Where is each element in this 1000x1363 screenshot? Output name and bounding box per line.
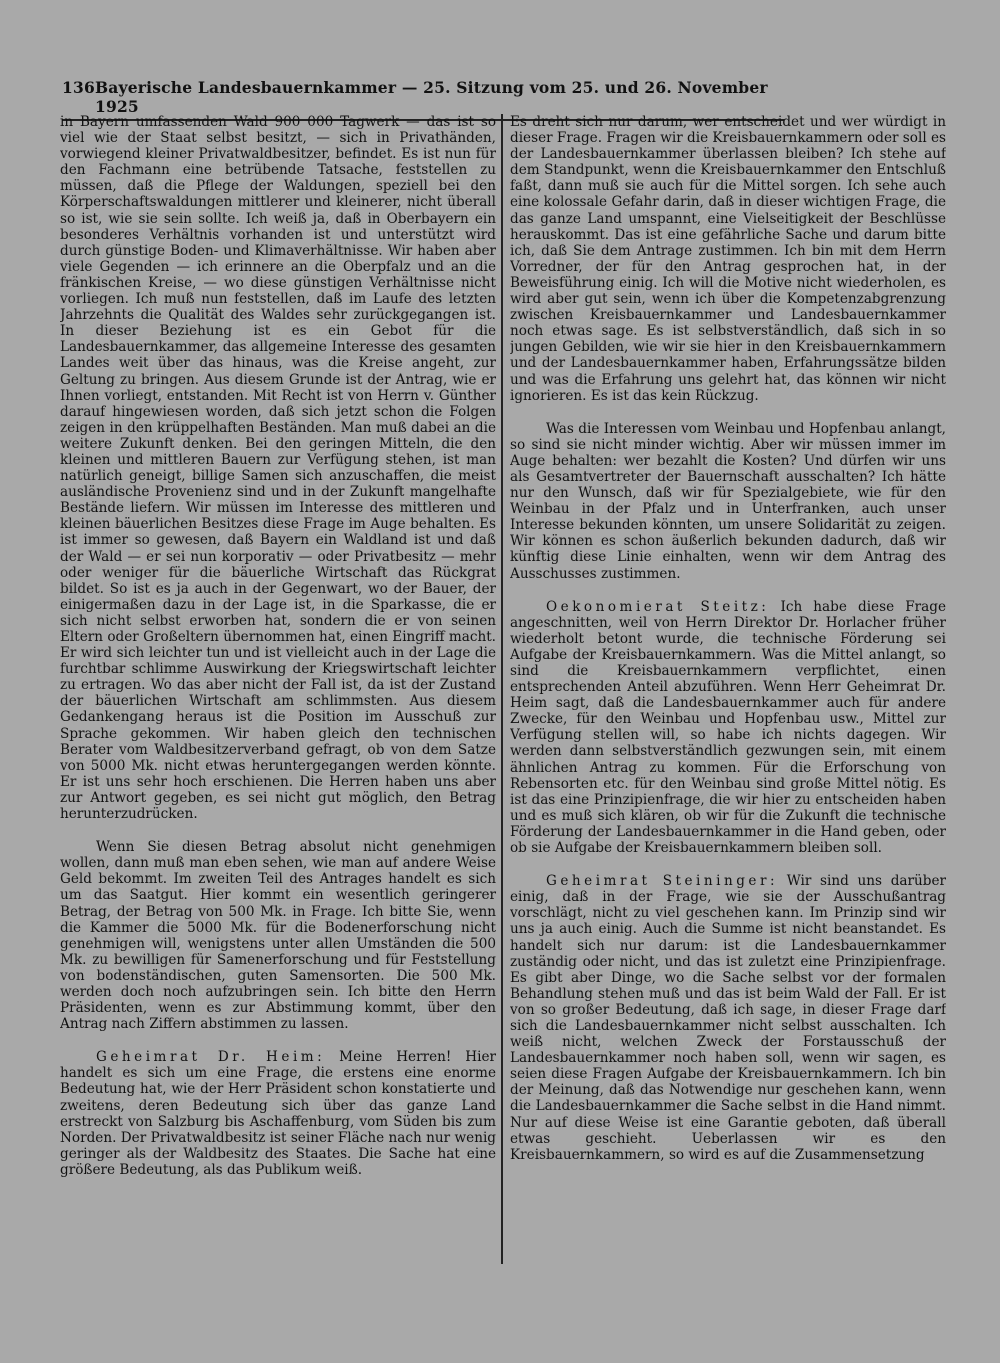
paragraph-text: Es dreht sich nur darum, wer entscheidet und wer würdigt in dieser Frage. Fragen wir die Kreisbauernkammern oder soll es der Landesbauernkammer überlassen bleiben? Ich stehe auf dem Standpunkt, wenn die Kreisbauernkammer den Entschluß faßt, dann muß sie auch für die Mittel sorgen. Ich sehe auch eine kolossale Gefahr darin, daß in dieser wichtigen Frage, die das ganze Land umspannt, eine Vielseitigkeit der Beschlüsse herauskommt. Das ist eine gefährliche Sache und darum bitte ich, daß Sie dem Antrage zustimmen. Ich bin mit dem Herrn Vorredner, der für den Antrag gesprochen hat, in der Beweisführung einig. Ich will die Motive nicht wiederholen, es wird aber gut sein, wenn ich über die Kompetenzabgrenzung zwischen Kreisbauernkammer und Landesbauernkammer noch etwas sage. Es ist selbstverständlich, daß sich in so jungen Gebilden, wie wir sie hier in den Kreisbauernkammern und der Landesbauernkammer haben, Erfahrungssätze bilden und was die Erfahrung uns gelehrt hat, das können wir nicht ignorieren. Es ist das kein Rückzug. [510, 114, 946, 404]
paragraph-text: Was die Interessen vom Weinbau und Hopfenbau anlangt, so sind sie nicht minder wichtig. Aber wir müssen immer im Auge behalten: wer bezahlt die Kosten? Und dürfen wir uns als Gesamtvertreter der Bauernschaft ausschalten? Ich hätte nur den Wunsch, daß wir für Spezialgebiete, wie für den Weinbau in der Pfalz und in Unterfranken, auch unser Interesse bekunden könnten, um unsere Solidarität zu zeigen. Wir können es schon äußerlich bekunden dadurch, daß wir künftig diese Linie einhalten, wenn wir dem Antrag des Ausschusses zustimmen. [510, 420, 946, 582]
paragraph [510, 873, 946, 1163]
paragraph-text: Meine Herren! Hier handelt es sich um eine Frage, die erstens eine enorme Bedeutung hat, wie der Herr Präsident schon konstatierte und zweitens, deren Bedeutung sich über das ganze Land erstreckt von Salzburg bis Aschaffenburg, vom Süden bis zum Norden. Der Privatwaldbesitz ist seiner Fläche nach nur wenig geringer als der Waldbesitz des Staates. Die Sache hat eine größere Bedeutung, als das Publikum weiß. [60, 1049, 496, 1178]
speaker-name: Geheimrat Steininger: [546, 873, 779, 890]
column-divider [501, 114, 503, 1264]
paragraph [510, 421, 946, 582]
paragraph-text: Wenn Sie diesen Betrag absolut nicht genehmigen wollen, dann muß man eben sehen, wie man auf andere Weise Geld bekommt. Im zweiten Teil des Antrages handelt es sich um das Saatgut. Hier kommt ein wesentlich geringerer Betrag, der Betrag von 500 Mk. in Frage. Ich bitte Sie, wenn die Kammer die 5000 Mk. für die Bodenerforschung nicht genehmigen will, wenigstens unter allen Umständen die 500 Mk. zu bewilligen für Samenerforschung und für Feststellung von bodenständischen, guten Samensorten. Die 500 Mk. werden doch noch aufzubringen sein. Ich bitte den Herrn Präsidenten, wenn es zur Abstimmung kommt, über den Antrag nach Ziffern abstimmen zu lassen. [60, 839, 496, 1033]
left-column [60, 114, 496, 1274]
running-title: Bayerische Landesbauernkammer — 25. Sitzung vom 25. und 26. November 1925 [94, 78, 768, 116]
paragraph [510, 599, 946, 857]
paragraph-text: Ich habe diese Frage angeschnitten, weil von Herrn Direktor Dr. Horlacher früher wiederholt betont wurde, die technische Förderung sei Aufgabe der Kreisbauernkammern. Was die Mittel anlangt, so sind die Kreisbauernkammern verpflichtet, einen entsprechenden Anteil abzuführen. Wenn Herr Geheimrat Dr. Heim sagt, daß die Landesbauernkammer auch für andere Zwecke, für den Weinbau und Hopfenbau usw., Mittel zur Verfügung stellen will, so habe ich nichts dagegen. Wir werden dann selbstverständlich gezwungen sein, mit einem ähnlichen Antrag zu kommen. Für die Erforschung von Rebensorten etc. für den Weinbau sind große Mittel nötig. Es ist das eine Prinzipienfrage, die wir hier zu entscheiden haben und es muß sich klären, ob wir für die Zukunft die technische Förderung der Landesbauernkammer in die Hand geben, oder ob sie Aufgabe der Kreisbauernkammern bleiben soll. [510, 598, 946, 857]
paragraph [60, 839, 496, 1032]
paragraph-text: in Bayern umfassenden Wald 900 000 Tagwerk — das ist so viel wie der Staat selbst besitzt, — sich in Privathänden, vorwiegend kleiner Privatwaldbesitzer, befindet. Es ist nun für den Fachmann eine betrübende Tatsache, feststellen zu müssen, daß die Pflege der Waldungen, speziell bei den Körperschaftswaldungen mittlerer und kleinerer, nicht überall so ist, wie sie sein sollte. Ich weiß ja, daß in Oberbayern ein besonderes Verhältnis vorhanden ist und unterstützt wird durch günstige Boden- und Klimaverhältnisse. Wir haben aber viele Gegenden — ich erinnere an die Oberpfalz und an die fränkischen Kreise, — wo diese günstigen Verhältnisse nicht vorliegen. Ich muß nun feststellen, daß im Laufe des letzten Jahrzehnts die Qualität des Waldes sehr zurückgegangen ist. In dieser Beziehung ist es ein Gebot für die Landesbauernkammer, das allgemeine Interesse des gesamten Landes weit über das hinaus, was die Kreise angeht, zur Geltung zu bringen. Aus diesem Grunde ist der Antrag, wie er Ihnen vorliegt, entstanden. Mit Recht ist von Herrn v. Günther darauf hingewiesen worden, daß sich jetzt schon die Folgen zeigen in den krüppelhaften Beständen. Man muß dabei an die weitere Zukunft denken. Bei den geringen Mitteln, die den kleinen und mittleren Bauern zur Verfügung stehen, ist man natürlich geneigt, billige Samen sich anzuschaffen, die meist ausländische Provenienz sind und in der Zukunft mangelhafte Bestände liefern. Wir müssen im Interesse des mittleren und kleinen bäuerlichen Besitzes diese Frage im Auge behalten. Es ist immer so gewesen, daß Bayern ein Waldland ist und daß der Wald — er sei nun korporativ — oder Privatbesitz — mehr oder weniger für die bäuerliche Wirtschaft das Rückgrat bildet. So ist es ja auch in der Gegenwart, wo der Bauer, der einigermaßen dazu in der Lage ist, in die Sparkasse, die er sich nicht selbst erworben hat, sondern die er von seinen Eltern oder Großeltern übernommen hat, einen Eingriff macht. Er wird sich leichter tun und ist vielleicht auch in der Lage die furchtbar schlimme Auswirkung der Kriegswirtschaft leichter zu ertragen. Wo das aber nicht der Fall ist, da ist der Zustand der bäuerlichen Wirtschaft am schlimmsten. Aus diesem Gedankengang heraus ist die Position im Ausschuß zur Sprache gekommen. Wir haben gleich den technischen Berater vom Waldbesitzerverband gefragt, ob von dem Satze von 5000 Mk. nicht etwas heruntergegangen werden könnte. Er ist uns sehr hoch erschienen. Die Herren haben uns aber zur Antwort gegeben, es sei nicht gut möglich, den Betrag herunterzudrücken. [60, 114, 496, 823]
speaker-name: Oekonomierat Steitz: [546, 598, 770, 615]
page-number: 136 [62, 78, 95, 97]
right-column [510, 114, 946, 1274]
paragraph-text: Wir sind uns darüber einig, daß in der Frage, wie sie der Ausschußantrag vorschlägt, nicht zu viel geschehen kann. Im Prinzip sind wir uns ja auch einig. Auch die Summe ist nicht beanstandet. Es handelt sich nur darum: ist die Landesbauernkammer zuständig oder nicht, und das ist zuletzt eine Prinzipienfrage. Es gibt aber Dinge, wo die Sache selbst vor der formalen Behandlung stehen muß und das ist beim Wald der Fall. Er ist von so großer Bedeutung, daß ich sage, in dieser Frage darf sich die Landesbauernkammer nicht selbst ausschalten. Ich weiß nicht, welchen Zweck der Forstausschuß der Landesbauernkammer noch haben soll, wenn wir sagen, es seien diese Fragen Aufgabe der Kreisbauernkammern. Ich bin der Meinung, daß das Notwendige nur geschehen kann, wenn die Landesbauernkammer die Sache selbst in die Hand nimmt. Nur auf diese Weise ist eine Garantie geboten, daß überall etwas geschieht. Ueberlassen wir es den Kreisbauernkammern, so wird es auf die Zusammensetzung [510, 873, 946, 1163]
paragraph [60, 114, 496, 822]
speaker-name: Geheimrat Dr. Heim: [96, 1049, 326, 1066]
paragraph [60, 1049, 496, 1178]
paragraph [510, 114, 946, 404]
